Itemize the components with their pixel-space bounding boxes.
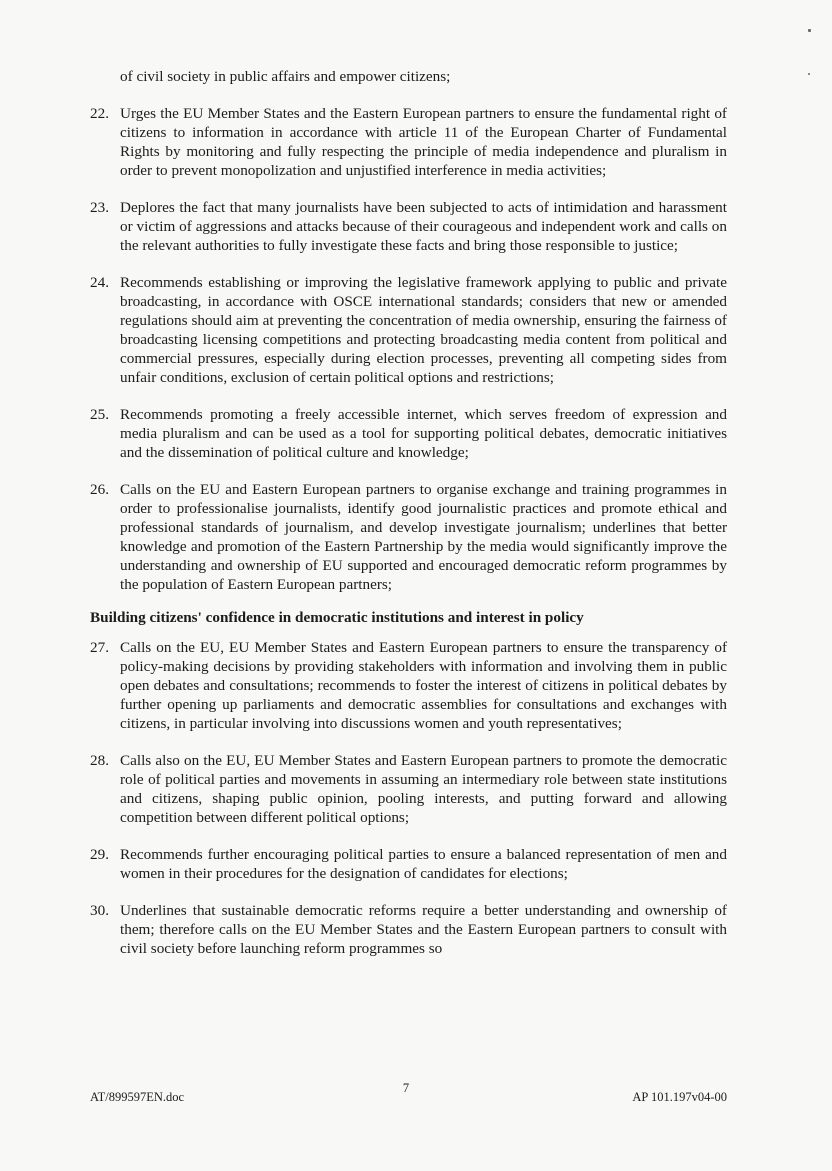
item-text: Urges the EU Member States and the Eastern European partners to ensure the fundamental right of citizens to information in accordance with article 11 of the European Charter of Fundamental Rights by monitoring and fully respecting the principle of media independence and pluralism in order to prevent monopolization and unjustified interference in media activities; xyxy=(120,105,727,179)
items-list-a xyxy=(90,104,727,594)
document-reference: AT/899597EN.doc xyxy=(90,1090,185,1104)
list-item xyxy=(90,480,727,594)
list-item xyxy=(90,845,727,883)
item-text: Recommends further encouraging political parties to ensure a balanced representation of men and women in their procedures for the designation of candidates for elections; xyxy=(120,846,727,882)
items-list-b xyxy=(90,638,727,958)
item-number: 27. xyxy=(90,639,109,656)
document-body xyxy=(90,67,727,976)
list-item xyxy=(90,405,727,462)
ap-reference: AP 101.197v04-00 xyxy=(632,1090,727,1104)
item-number: 28. xyxy=(90,752,109,769)
page-number: 7 xyxy=(402,1081,410,1095)
item-text: Recommends promoting a freely accessible internet, which serves freedom of expression and media pluralism and can be used as a tool for supporting political debates, democratic initiatives and the dissemination of political culture and knowledge; xyxy=(120,406,727,461)
item-number: 25. xyxy=(90,406,109,423)
item-text: Underlines that sustainable democratic reforms require a better understanding and ownership of them; therefore calls on the EU Member States and the Eastern European partners to consult with civil society before launching reform programmes so xyxy=(120,902,727,957)
section-heading: Building citizens' confidence in democratic institutions and interest in policy xyxy=(90,609,584,626)
item-number: 24. xyxy=(90,274,109,291)
scan-speck xyxy=(808,29,811,32)
item-number: 29. xyxy=(90,846,109,863)
scan-speck xyxy=(808,73,810,75)
list-item xyxy=(90,638,727,733)
item-text: Calls on the EU, EU Member States and Eastern European partners to ensure the transparency of policy-making decisions by providing stakeholders with information and involving them in public open debates and consultations; recommends to foster the interest of citizens in political debates by further opening up parliaments and democratic assemblies for consultations and exchanges with citizens, in particular involving into discussions women and youth representatives; xyxy=(120,639,727,732)
item-number: 30. xyxy=(90,902,109,919)
item-text: Deplores the fact that many journalists have been subjected to acts of intimidation and harassment or victim of aggressions and attacks because of their courageous and independent work and calls on the relevant authorities to fully investigate these facts and bring those responsible to justice; xyxy=(120,199,727,254)
list-item xyxy=(90,104,727,180)
list-item xyxy=(90,901,727,958)
item-text: Calls also on the EU, EU Member States and Eastern European partners to promote the democratic role of political parties and movements in assuming an intermediary role between state institutions and citizens, shaping public opinion, pooling interests, and putting forward and allowing competition between different political options; xyxy=(120,752,727,826)
item-number: 22. xyxy=(90,105,109,122)
item-number: 26. xyxy=(90,481,109,498)
list-item xyxy=(90,198,727,255)
item-text: Recommends establishing or improving the legislative framework applying to public and private broadcasting, in accordance with OSCE international standards; considers that new or amended regulations should aim at preventing the concentration of media ownership, ensuring the fairness of broadcasting licensing competitions and protecting broadcasting media content from political and commercial pressures, especially during election processes, preventing all competing sides from unfair conditions, exclusion of certain political options and restrictions; xyxy=(120,274,727,386)
item-number: 23. xyxy=(90,199,109,216)
item-text: Calls on the EU and Eastern European partners to organise exchange and training programmes in order to professionalise journalists, identify good journalistic practices and promote ethical and professional standards of journalism, and develop investigate journalism; underlines that better knowledge and promotion of the Eastern Partnership by the media would significantly improve the understanding and ownership of EU supported and encouraged democratic reform programmes by the population of Eastern European partners; xyxy=(120,481,727,593)
list-item xyxy=(90,751,727,827)
continued-paragraph: of civil society in public affairs and empower citizens; xyxy=(120,68,451,85)
list-item xyxy=(90,273,727,387)
